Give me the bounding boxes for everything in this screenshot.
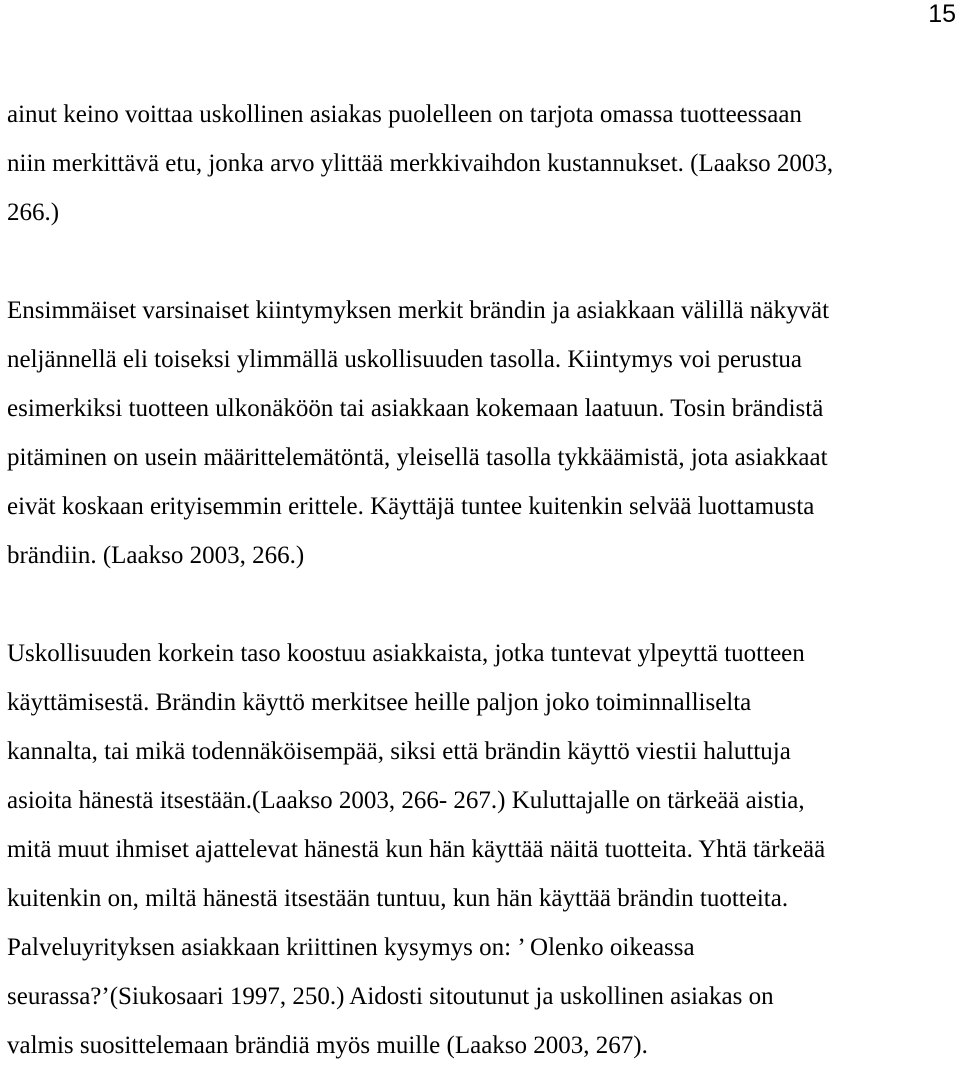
- paragraph-line: kuitenkin on, miltä hänestä itsestään tuntuu, kun hän käyttää brändin tuotteita.: [7, 885, 789, 912]
- paragraph-line: ainut keino voittaa uskollinen asiakas puolelleen on tarjota omassa tuotteessaan: [7, 101, 802, 128]
- paragraph-line: käyttämisestä. Brändin käyttö merkitsee heille paljon joko toiminnalliselta: [7, 689, 752, 716]
- paragraph-line: valmis suosittelemaan brändiä myös muille (Laakso 2003, 267).: [7, 1032, 648, 1059]
- paragraph-line: brändiin. (Laakso 2003, 266.): [7, 542, 305, 569]
- page-number: 15: [928, 0, 956, 28]
- paragraph-line: mitä muut ihmiset ajattelevat hänestä kun hän käyttää näitä tuotteita. Yhtä tärkeää: [7, 836, 826, 863]
- paragraph-line: neljännellä eli toiseksi ylimmällä uskollisuuden tasolla. Kiintymys voi perustua: [7, 346, 803, 373]
- paragraph-line: Palveluyrityksen asiakkaan kriittinen kysymys on: ’ Olenko oikeassa: [7, 934, 695, 961]
- paragraph-line: asioita hänestä itsestään.(Laakso 2003, 266- 267.) Kuluttajalle on tärkeää aistia,: [7, 787, 805, 814]
- paragraph-line: 266.): [7, 199, 60, 226]
- paragraph-line: niin merkittävä etu, jonka arvo ylittää merkkivaihdon kustannukset. (Laakso 2003,: [7, 150, 834, 177]
- paragraph-line: kannalta, tai mikä todennäköisempää, siksi että brändin käyttö viestii haluttuja: [7, 738, 791, 765]
- paragraph-line: eivät koskaan erityisemmin erittele. Käyttäjä tuntee kuitenkin selvää luottamusta: [7, 493, 815, 520]
- paragraph-line: Ensimmäiset varsinaiset kiintymyksen merkit brändin ja asiakkaan välillä näkyvät: [7, 297, 830, 324]
- paragraph-line: seurassa?’(Siukosaari 1997, 250.) Aidosti sitoutunut ja uskollinen asiakas on: [7, 983, 774, 1010]
- paragraph-line: pitäminen on usein määrittelemätöntä, yleisellä tasolla tykkäämistä, jota asiakkaat: [7, 444, 828, 471]
- paragraph-line: Uskollisuuden korkein taso koostuu asiakkaista, jotka tuntevat ylpeyttä tuotteen: [7, 640, 805, 667]
- paragraph-line: esimerkiksi tuotteen ulkonäköön tai asiakkaan kokemaan laatuun. Tosin brändistä: [7, 395, 824, 422]
